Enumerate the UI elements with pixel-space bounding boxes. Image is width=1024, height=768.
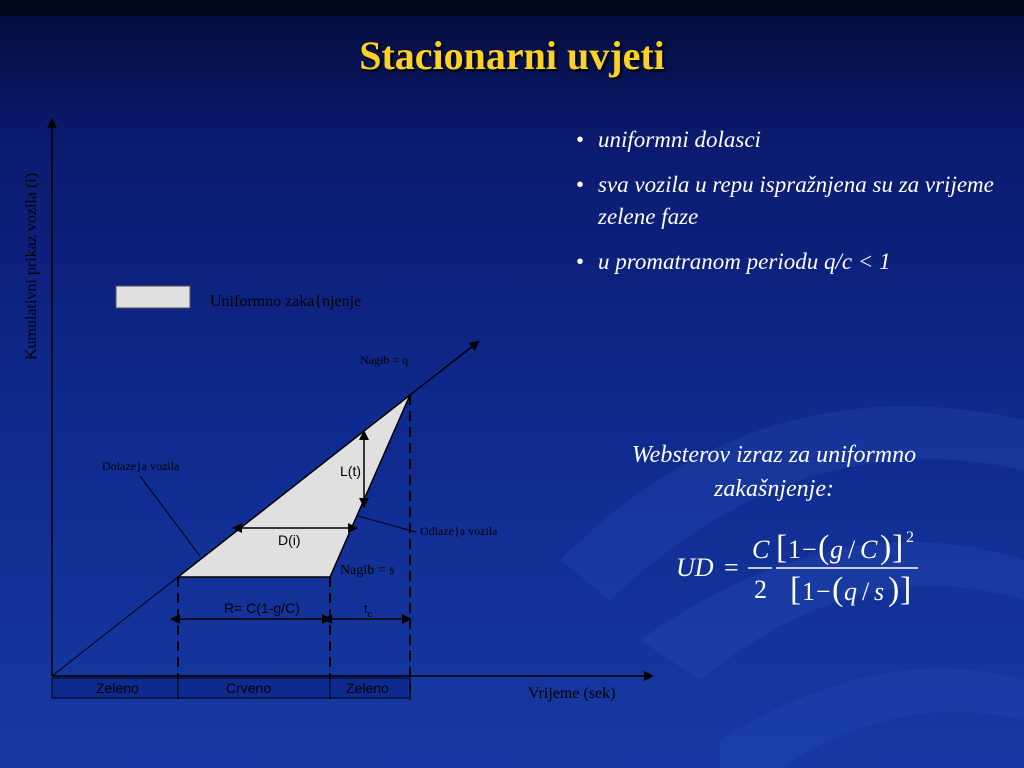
formula-cap-c: C [860, 535, 878, 564]
formula-2: 2 [754, 575, 767, 604]
formula-q: q [844, 577, 857, 606]
paren-close-den: ) [888, 571, 900, 608]
slide-title: Stacionarni uvjeti [359, 33, 665, 78]
red-duration-label: R= C(1-g/C) [224, 600, 300, 616]
bullet-item: • sva vozila u repu ispražnjena su za vrijeme zelene faze [572, 169, 1012, 233]
webster-caption: Websterov izraz za uniformno zakašnjenje: [631, 442, 917, 502]
bullet-item: • uniformni dolasci [572, 124, 1012, 156]
formula-minus-den: − [816, 577, 831, 606]
delay-label: D(i) [278, 532, 301, 548]
legend-swatch [116, 286, 190, 308]
phase-label-green-1: Zeleno [96, 680, 139, 696]
x-axis-label: Vrijeme (sek) [528, 685, 616, 702]
formula-c: C [752, 535, 770, 564]
formula-slash: / [848, 535, 856, 564]
slope-q-label: Nagib = q [360, 353, 409, 367]
queue-length-label: L(t) [340, 463, 361, 479]
paren-open: ( [818, 529, 830, 566]
legend-label: Uniformno zaka{njenje [210, 293, 362, 310]
formula-s: s [874, 577, 885, 606]
delay-area [178, 395, 410, 577]
paren-open-den: ( [832, 571, 844, 608]
departures-leader [358, 516, 416, 532]
tc-label [364, 601, 373, 619]
arrivals-leader [140, 476, 200, 556]
phase-label-red: Crveno [226, 680, 272, 696]
arrival-line [52, 577, 178, 676]
formula-g: g [830, 535, 843, 564]
slope-s-label: Nagib = s [340, 563, 395, 578]
tc-subscript: c [367, 609, 373, 619]
webster-formula [668, 522, 938, 612]
phase-label-green-2: Zeleno [346, 680, 389, 696]
departures-label: Odlaze}a vozila [420, 524, 498, 538]
formula-equals: = [724, 553, 739, 582]
tc-main: t [364, 601, 368, 616]
formula-slash-den: / [862, 577, 870, 606]
bullet-item: • u promatranom periodu q/c < 1 [572, 246, 1012, 278]
bracket-open-den: [ [790, 571, 802, 608]
paren-close: ) [880, 529, 892, 566]
arrival-slope-line [410, 342, 478, 395]
formula-one-den: 1 [802, 577, 815, 606]
bracket-open: [ [776, 529, 788, 566]
formula-minus: − [802, 535, 817, 564]
bracket-close-den: ] [900, 571, 912, 608]
formula-exponent: 2 [906, 529, 914, 546]
arrivals-label: Dolaze}a vozila [102, 459, 180, 473]
y-axis-label: Kumulativni prikaz vozila (i) [23, 172, 40, 360]
formula-lhs: UD [676, 553, 714, 582]
queue-diagram [0, 110, 660, 720]
formula-one: 1 [788, 535, 801, 564]
bracket-close: ] [892, 529, 904, 566]
